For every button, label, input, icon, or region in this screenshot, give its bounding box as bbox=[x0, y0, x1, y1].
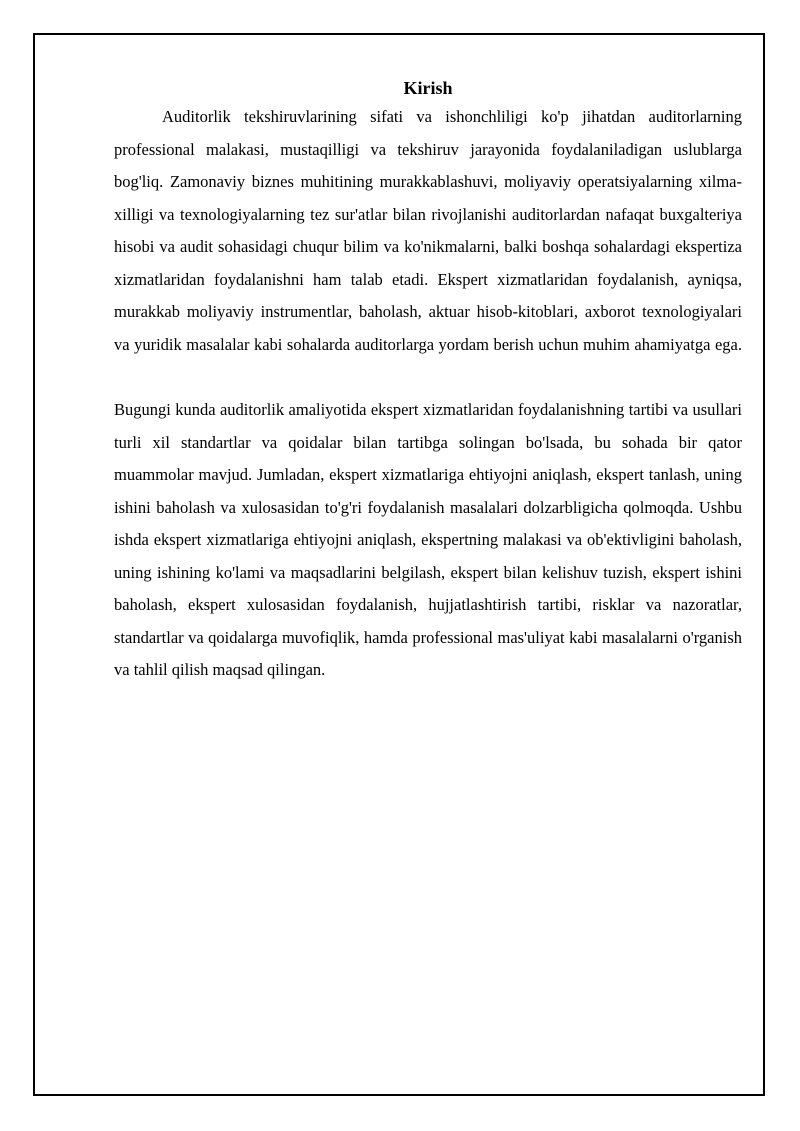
document-body bbox=[114, 76, 742, 687]
paragraph-problem: Bugungi kunda auditorlik amaliyotida ekspert xizmatlaridan foydalanishning tartibi va usullari turli xil standartlar va qoidalar bilan tartibga solingan bo'lsada, bu sohada bir qator muammolar mavjud. Jumladan, ekspert xizmatlariga ehtiyojni aniqlash, ekspert tanlash, uning ishini baholash va xulosasidan to'g'ri foydalanish masalalari dolzarbligicha qolmoqda. Ushbu ishda ekspert xizmatlariga ehtiyojni aniqlash, ekspertning malakasi va ob'ektivligini baholash, uning ishining ko'lami va maqsadlarini belgilash, ekspert bilan kelishuv tuzish, ekspert ishini baholash, ekspert xulosasidan foydalanish, hujjatlashtirish tartibi, risklar va nazoratlar, standartlar va qoidalarga muvofiqlik, hamda professional mas'uliyat kabi masalalarni o'rganish va tahlil qilish maqsad qilingan. bbox=[114, 400, 742, 679]
paragraph-spacer bbox=[114, 361, 742, 394]
document-title: Kirish bbox=[403, 78, 453, 98]
paragraph-intro: Auditorlik tekshiruvlarining sifati va ishonchliligi ko'p jihatdan auditorlarning professional malakasi, mustaqilligi va tekshiruv jarayonida foydalaniladigan uslublarga bog'liq. Zamonaviy biznes muhitining murakkablashuvi, moliyaviy operatsiyalarning xilma-xilligi va texnologiyalarning tez sur'atlar bilan rivojlanishi auditorlardan nafaqat buxgalteriya hisobi va audit sohasidagi chuqur bilim va ko'nikmalarni, balki boshqa sohalardagi ekspertiza xizmatlaridan foydalanishni ham talab etadi. Ekspert xizmatlaridan foydalanish, ayniqsa, murakkab moliyaviy instrumentlar, baholash, aktuar hisob-kitoblari, axborot texnologiyalari va yuridik masalalar kabi sohalarda auditorlarga yordam berish uchun muhim ahamiyatga ega. bbox=[114, 107, 742, 354]
